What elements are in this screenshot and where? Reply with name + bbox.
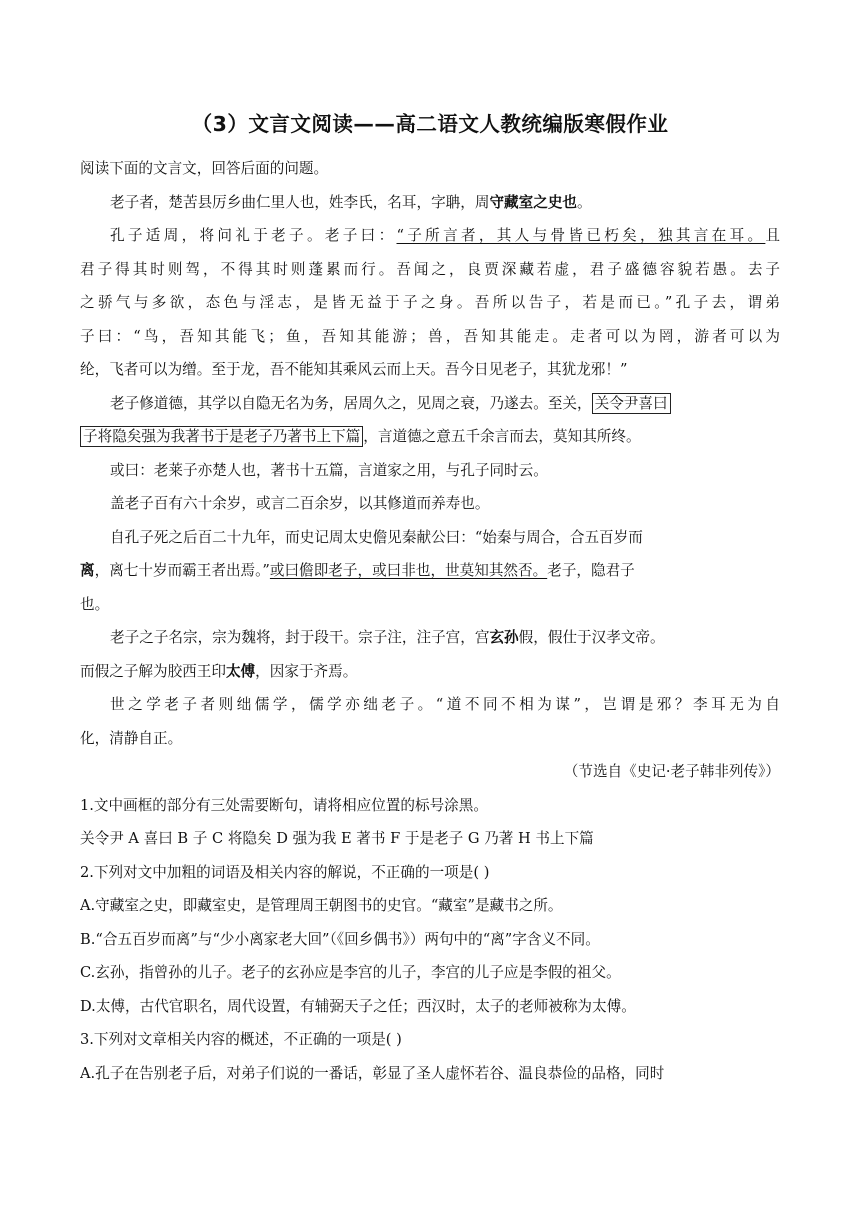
document-page (80, 108, 780, 1090)
paragraph-7-line-1: 老子之子名宗，宗为魏将，封于段干。宗子注，注子宫，宫玄孙假，假仕于汉孝文帝。 (110, 629, 665, 646)
paragraph-2-line-4: 子曰：“鸟，吾知其能飞；鱼，吾知其能游；兽，吾知其能走。走者可以为罔，游者可以为 (80, 327, 780, 345)
boxed-text-part-2: 子将隐矣强为我著书于是老子乃著书上下篇 (80, 426, 363, 447)
bold-term-shoucangshi: 守藏室之史也 (489, 193, 578, 211)
page-title: （3）文言文阅读——高二语文人教统编版寒假作业 (191, 112, 669, 136)
question-2-option-a: A.守藏室之史，即藏室史，是管理周王朝图书的史官。“藏室”是藏书之所。 (80, 897, 563, 914)
paragraph-3-line-1: 老子修道德，其学以自隐无名为务，居周久之，见周之衰，乃遂去。至关， 关令尹喜曰 (80, 387, 780, 421)
question-2: 2.下列对文中加粗的词语及相关内容的解说，不正确的一项是( ) (80, 863, 490, 881)
bold-term-taifu: 太傅 (225, 662, 256, 680)
question-2-option-c: C.玄孙，指曾孙的儿子。老子的玄孙应是李宫的儿子，李宫的儿子应是李假的祖父。 (80, 964, 621, 981)
paragraph-2-line-1: 孔子适周，将问礼于老子。老子曰：“子所言者，其人与骨皆已朽矣，独其言在耳。且 (110, 227, 780, 244)
paragraph-8-line-2: 化，清静自正。 (80, 729, 183, 747)
paragraph-6-line-2: 离，离七十岁而霸王者出焉。”或曰儋即老子，或曰非也，世莫知其然否。老子，隐君子 (80, 562, 635, 579)
source-citation: （节选自《史记·老子韩非列传》） (563, 763, 780, 780)
underlined-sentence: 或曰儋即老子，或曰非也，世莫知其然否。 (269, 562, 548, 579)
question-1: 1.文中画框的部分有三处需要断句，请将相应位置的标号涂黑。 (80, 796, 488, 814)
paragraph-3-line-2: 子将隐矣强为我著书于是老子乃著书上下篇 ，言道德之意五千余言而去，莫知其所终。 (80, 420, 780, 454)
paragraph-1: 老子者，楚苦县厉乡曲仁里人也，姓李氏，名耳，字聃，周守藏室之史也。 (110, 193, 592, 211)
question-3: 3.下列对文章相关内容的概述，不正确的一项是( ) (80, 1031, 402, 1048)
intro-line: 阅读下面的文言文，回答后面的问题。 (80, 160, 329, 177)
paragraph-2-line-2: 君子得其时则驾，不得其时则蓬累而行。吾闻之，良贾深藏若虚，君子盛德容貌若愚。去子 (80, 260, 780, 278)
question-1-options: 关令尹 A 喜曰 B 子 C 将隐矣 D 强为我 E 著书 F 于是老子 G 乃著 H 书上下篇 (80, 830, 594, 847)
paragraph-7-line-2: 而假之子解为胶西王印太傅，因家于齐焉。 (80, 662, 358, 680)
paragraph-6-line-3: 也。 (80, 595, 110, 613)
paragraph-2-line-3: 之骄气与多欲，态色与淫志，是皆无益于子之身。吾所以告子，若是而已。”孔子去，谓弟 (80, 294, 780, 311)
paragraph-8-line-1: 世之学老子者则绌儒学，儒学亦绌老子。“道不同不相为谋”，岂谓是邪？李耳无为自 (110, 696, 780, 713)
bold-term-li: 离 (80, 562, 95, 579)
question-3-option-a: A.孔子在告别老子后，对弟子们说的一番话，彰显了圣人虚怀若谷、温良恭俭的品格，同时 (80, 1064, 665, 1082)
underlined-quote: “子所言者，其人与骨皆已朽矣，独其言在耳。 (396, 227, 766, 244)
paragraph-5: 盖老子百有六十余岁，或言二百余岁，以其修道而养寿也。 (110, 495, 490, 512)
paragraph-2-line-5: 纶，飞者可以为缯。至于龙，吾不能知其乘风云而上天。吾今日见老子，其犹龙邪！” (80, 361, 628, 378)
paragraph-6-line-1: 自孔子死之后百二十九年，而史记周太史儋见秦献公曰：“始秦与周合，合五百岁而 (110, 528, 643, 546)
question-2-option-d: D.太傅，古代官职名，周代设置，有辅弼天子之任；西汉时，太子的老师被称为太傅。 (80, 997, 636, 1015)
bold-term-xuansun: 玄孙 (489, 629, 519, 646)
paragraph-4: 或曰：老莱子亦楚人也，著书十五篇，言道家之用，与孔子同时云。 (110, 461, 548, 479)
question-2-option-b: B.“合五百岁而离”与“少小离家老大回”（《回乡偶书》）两句中的“离”字含义不同。 (80, 930, 600, 948)
boxed-text-part-1: 关令尹喜曰 (592, 393, 671, 414)
